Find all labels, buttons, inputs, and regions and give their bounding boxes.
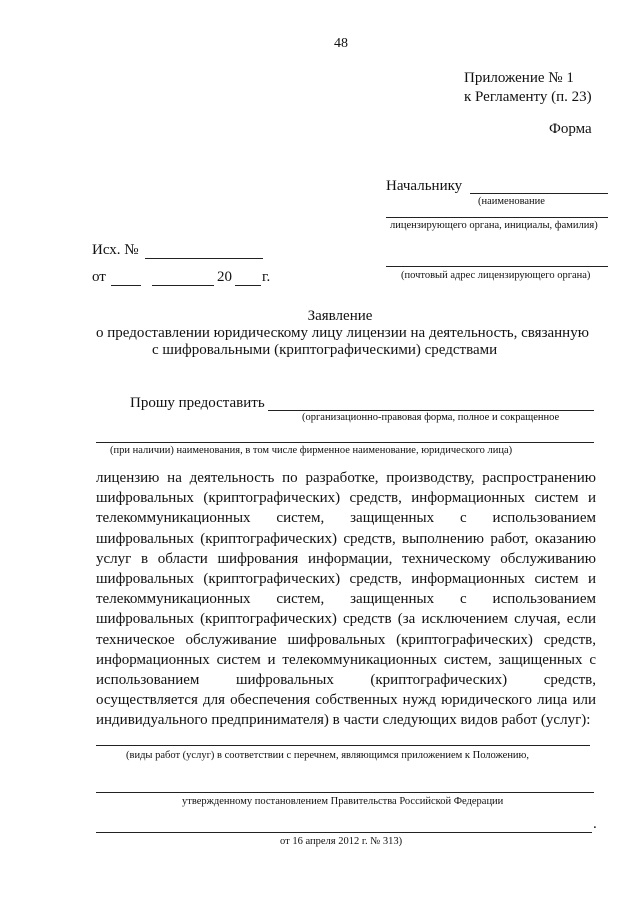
date-year-suffix: г. [262,269,271,285]
recipient-hint-address: (почтовый адрес лицензирующего органа) [401,270,591,281]
reglament-label: к Регламенту (п. 23) [464,89,592,105]
trailing-dot: . [593,816,597,832]
request-label: Прошу предоставить [130,395,265,411]
title-line-1: Заявление [307,308,373,324]
date-year-prefix: 20 [217,269,232,285]
body-line: индивидуального предпринимателя) в части следующих видов работ (услуг): [96,712,591,729]
recipient-name-line [470,193,608,194]
request-line-1 [268,410,594,411]
outgoing-ref-label: Исх. № [92,242,139,258]
footnote-line-2: утвержденному постановлением Правительства Российской Федерации [182,796,504,807]
body-line: техническое обслуживание шифровальных (криптографических) средств, [96,631,596,648]
request-hint-1: (организационно-правовая форма, полное и сокращенное [302,412,560,423]
works-line-2 [96,792,594,793]
body-text [96,468,596,731]
body-line: информационных систем и телекоммуникационных систем, защищенных с [96,651,596,668]
outgoing-date-label: от [92,269,106,285]
works-line-1 [96,745,590,746]
title-line-3: с шифровальными (криптографическими) средствами [152,342,498,358]
form-label: Форма [549,121,592,137]
body-line: шифровальных (криптографических) средств, информационных систем и [96,490,596,507]
recipient-hint-name: (наименование [478,196,545,207]
footnote-line-3: от 16 апреля 2012 г. № 313) [280,836,403,847]
footnote-line-1: (виды работ (услуг) в соответствии с перечнем, являющимся приложением к Положению, [126,750,530,761]
date-month-line [152,285,214,286]
recipient-org-line [386,217,608,218]
recipient-label: Начальнику [386,178,463,194]
body-line: телекоммуникационных систем, защищенных с использованием [96,510,596,527]
body-line: шифровальных (криптографических) средств (за исключением случая, если [96,611,596,628]
outgoing-ref-line [145,258,263,259]
request-hint-2: (при наличии) наименования, в том числе фирменное наименование, юридического лица) [110,445,513,456]
recipient-address-line [386,266,608,267]
works-line-3 [96,832,592,833]
title-line-2: о предоставлении юридическому лицу лицензии на деятельность, связанную [96,325,589,341]
page-number: 48 [334,36,348,51]
body-line: лицензию на деятельность по разработке, производству, распространению [96,470,596,486]
date-day-line [111,285,141,286]
request-line-2 [96,442,594,443]
body-line: телекоммуникационных систем, защищенных с использованием [96,591,596,608]
body-line: осуществляется для обеспечения собственных нужд юридического лица или [96,692,596,709]
body-line: услуг в области шифрования информации, техническому обслуживанию [96,550,596,567]
body-line: использованием шифровальных (криптографических) средств, [96,672,596,689]
recipient-hint-org: лицензирующего органа, инициалы, фамилия) [390,220,598,231]
body-line: шифровальных (криптографических) средств, выполнению работ, оказанию [96,530,596,547]
body-line: шифровальных (криптографических) средств, информационных систем и [96,571,596,588]
date-year-line [235,285,261,286]
appendix-label: Приложение № 1 [464,70,574,86]
